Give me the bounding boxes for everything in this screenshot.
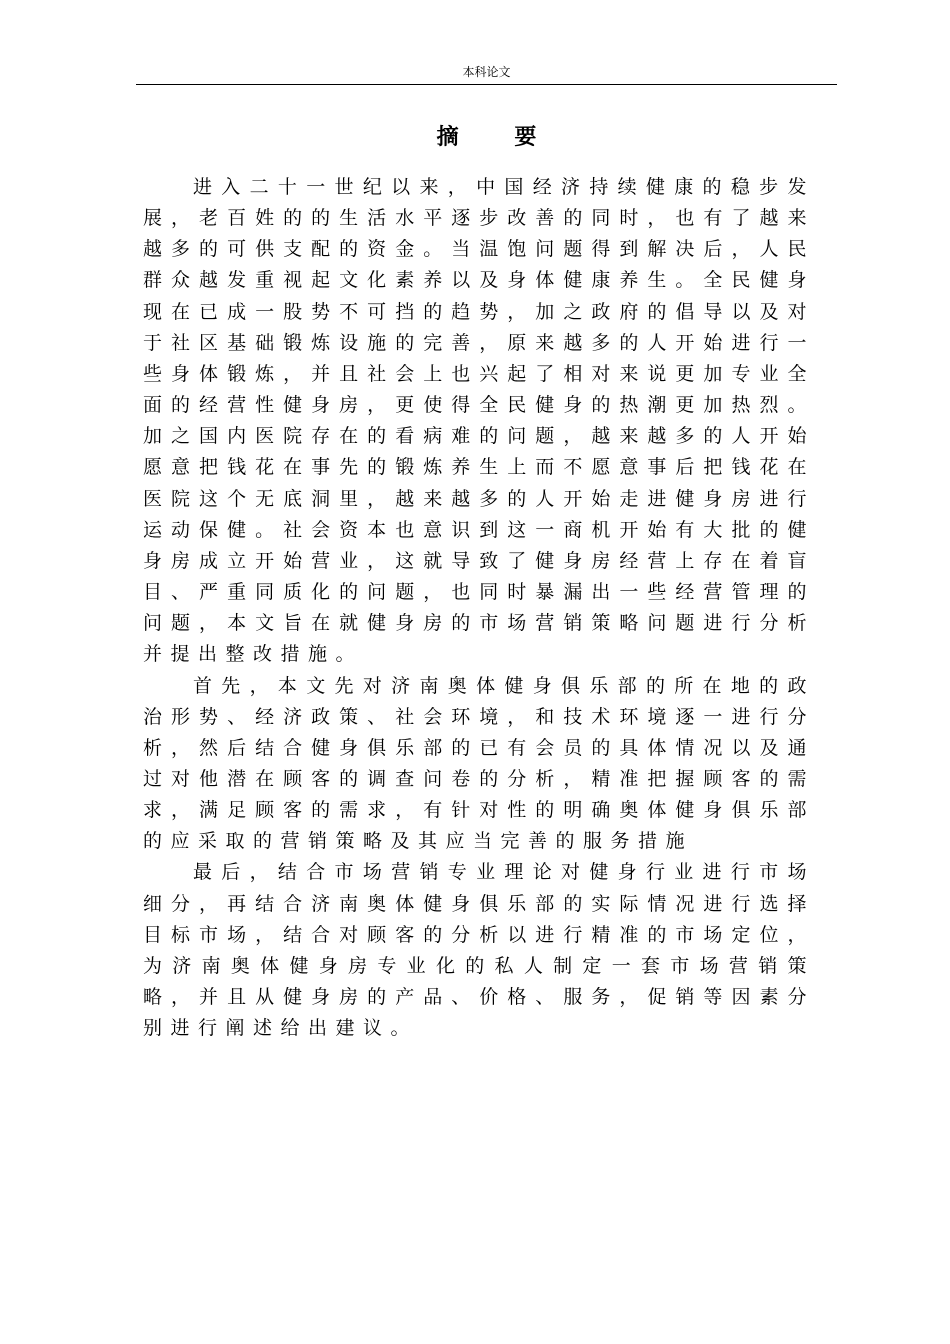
header-text: 本科论文 (462, 65, 511, 79)
abstract-paragraph-2: 首先，本文先对济南奥体健身俱乐部的所在地的政治形势、经济政策、社会环境，和技术环境逐一进行分析，然后结合健身俱乐部的已有会员的具体情况以及通过对他潜在顾客的调查问卷的分析，精准把握顾客的需求，满足顾客的需求，有针对性的明确奥体健身俱乐部的应采取的营销策略及其应当完善的服务措施 (143, 674, 815, 853)
abstract-title: 摘 要 (436, 124, 561, 150)
page-header (136, 62, 837, 85)
abstract-paragraph-3: 最后，结合市场营销专业理论对健身行业进行市场细分，再结合济南奥体健身俱乐部的实际情况进行选择目标市场，结合对顾客的分析以进行精准的市场定位，为济南奥体健身房专业化的私人制定一套市场营销策略，并且从健身房的产品、价格、服务，促销等因素分别进行阐述给出建议。 (143, 861, 815, 1040)
abstract-body (143, 172, 815, 1044)
abstract-paragraph-1: 进入二十一世纪以来，中国经济持续健康的稳步发展，老百姓的的生活水平逐步改善的同时，也有了越来越多的可供支配的资金。当温饱问题得到解决后，人民群众越发重视起文化素养以及身体健康养生。全民健身现在已成一股势不可挡的趋势，加之政府的倡导以及对于社区基础锻炼设施的完善，原来越多的人开始进行一些身体锻炼，并且社会上也兴起了相对来说更加专业全面的经营性健身房，更使得全民健身的热潮更加热烈。加之国内医院存在的看病难的问题，越来越多的人开始愿意把钱花在事先的锻炼养生上而不愿意事后把钱花在医院这个无底洞里，越来越多的人开始走进健身房进行运动保健。社会资本也意识到这一商机开始有大批的健身房成立开始营业，这就导致了健身房经营上存在着盲目、严重同质化的问题，也同时暴漏出一些经营管理的问题，本文旨在就健身房的市场营销策略问题进行分析并提出整改措施。 (143, 176, 815, 666)
